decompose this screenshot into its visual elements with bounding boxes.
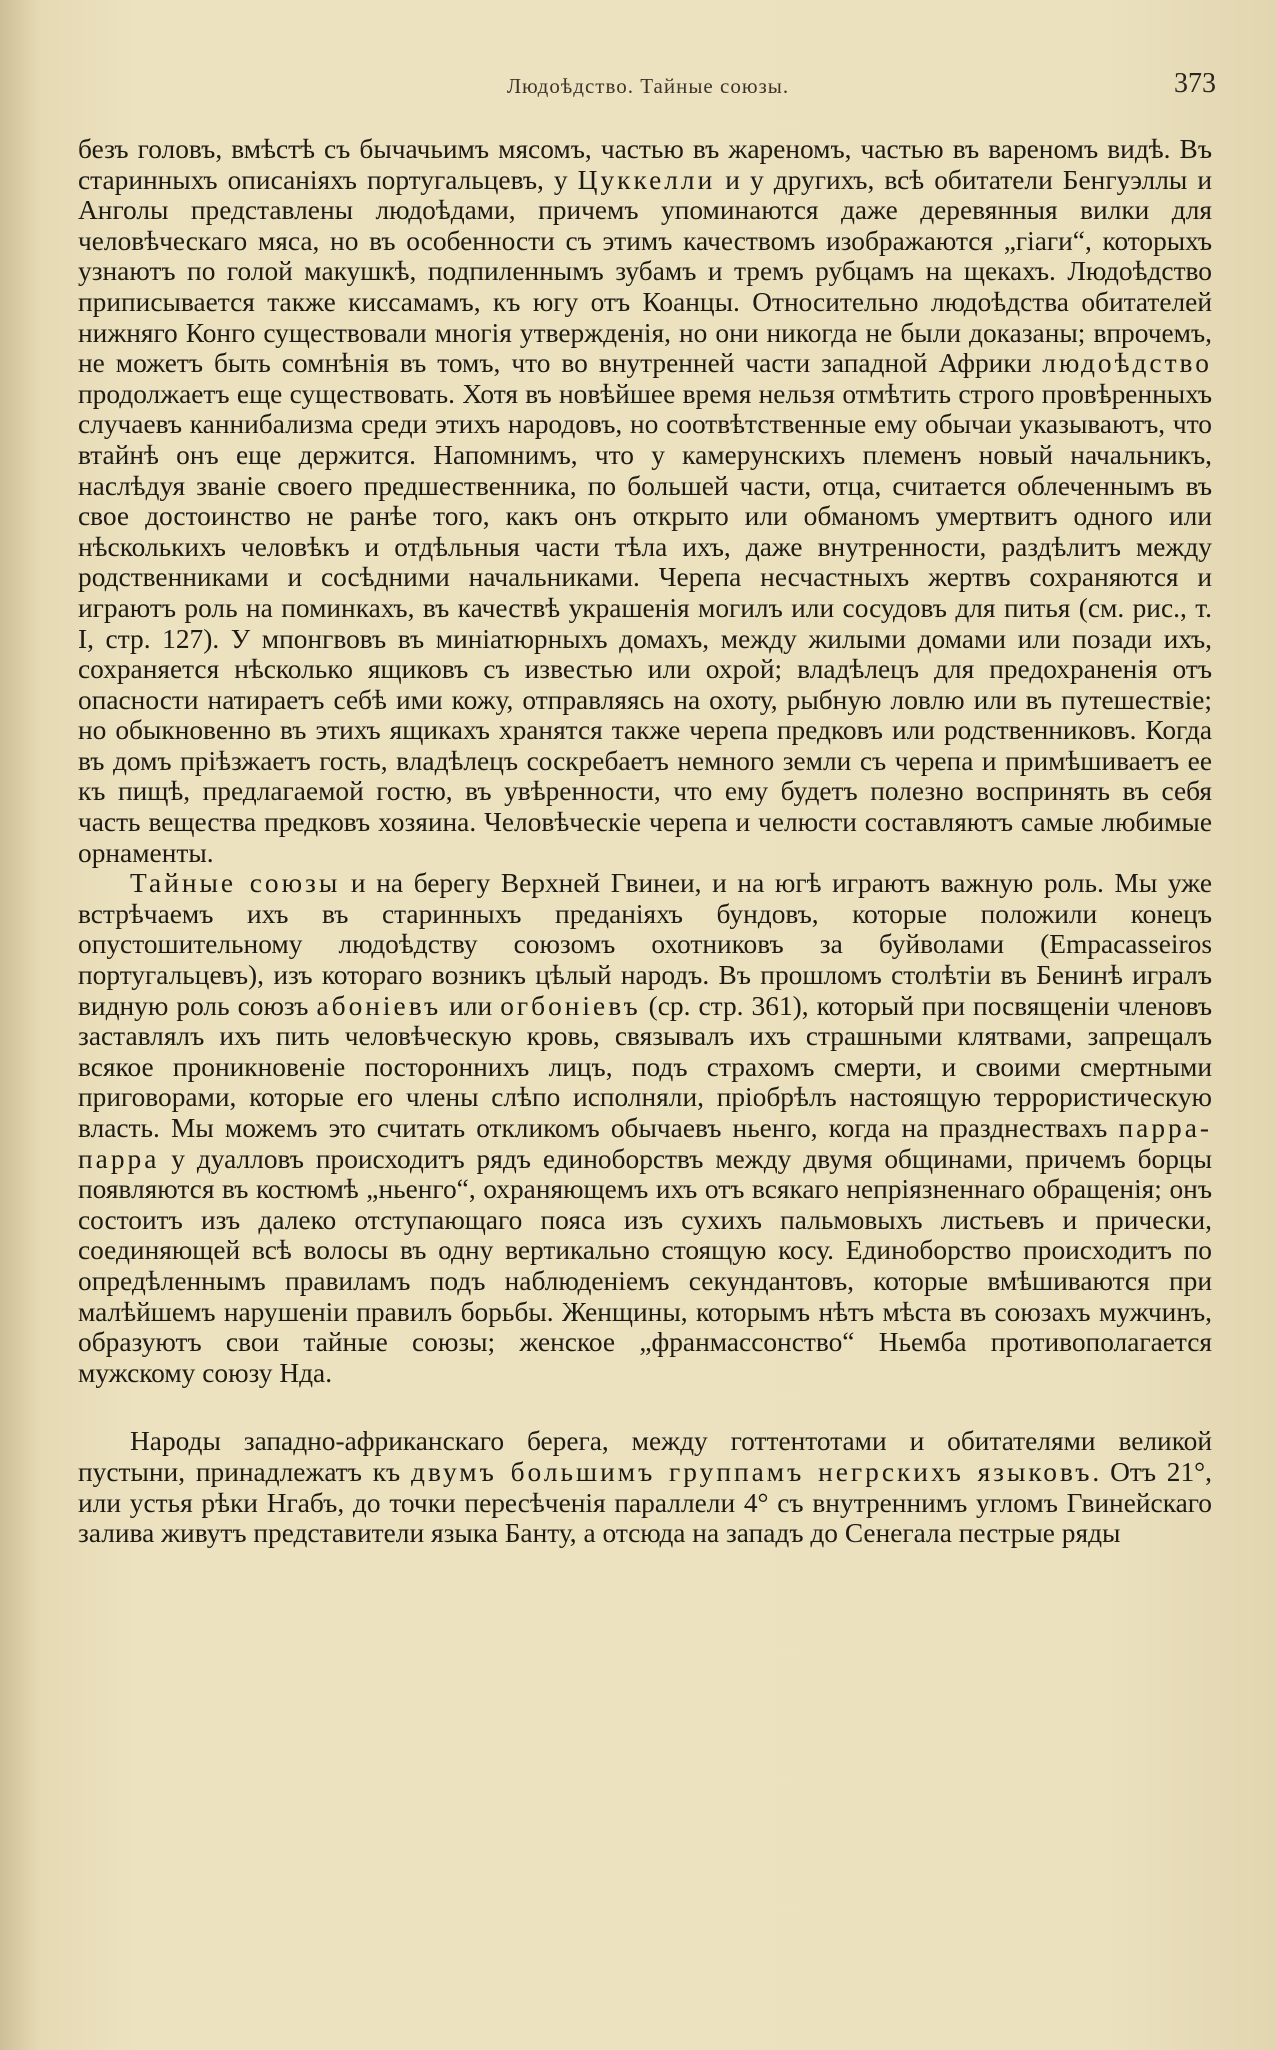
- text-run: и на берегу Верхней Гвинеи, и на югѣ играютъ важную роль. Мы уже встрѣчаемъ ихъ въ старинныхъ преданіяхъ бундовъ, которые положили конецъ опустошительному людоѣдству союзомъ охотниковъ за буйволами (Empacasseiros португальцевъ), изъ котораго возникъ цѣлый народъ. Въ прошломъ столѣтіи въ Бенинѣ игралъ видную роль союзъ: [78, 868, 1212, 1021]
- text-run: . Отъ 21°, или устья рѣки Нгабъ, до точки пересѣченія параллели 4° съ внутреннимъ угломъ Гвинейскаго залива живутъ представители языка Банту, а отсюда на западъ до Сенегала пестрые ряды: [78, 1456, 1212, 1549]
- text-run: безъ головъ, вмѣстѣ съ бычачьимъ мясомъ, частью въ жареномъ, частью въ вареномъ видѣ. Въ старинныхъ описаніяхъ португальцевъ, у: [78, 134, 1212, 195]
- text-run: Народы западно-африканскаго берега, между готтентотами и обитателями великой пустыни, принадлежатъ къ: [78, 1426, 1212, 1487]
- text-run: (ср. стр. 361), который при посвященіи членовъ заставлялъ ихъ пить человѣческую кровь, связывалъ ихъ страшными клятвами, запрещалъ всякое проникновеніе постороннихъ лицъ, подъ страхомъ смерти, и своими смертными приговорами, которые его члены слѣпо исполняли, пріобрѣлъ настоящую террористическую власть. Мы можемъ это считать откликомъ обычаевъ ньенго, когда на празднествахъ: [78, 990, 1212, 1143]
- body-text: [78, 134, 1212, 1549]
- spaced-emphasis-text: Цуккелли: [577, 164, 716, 195]
- page-number: 373: [1174, 68, 1216, 99]
- running-title: Людоѣдство. Тайные союзы.: [506, 74, 790, 98]
- spaced-emphasis-text: огбоніевъ: [500, 990, 641, 1021]
- text-run: или: [441, 990, 501, 1021]
- page-header: [80, 66, 1216, 106]
- spaced-emphasis-text: абоніевъ: [316, 990, 442, 1021]
- paragraph: [78, 134, 1212, 868]
- text-run: и у другихъ, всѣ обитатели Бенгуэллы и Анголы представлены людоѣдами, причемъ упоминаются даже деревянныя вилки для человѣческаго мяса, но въ особенности съ этимъ качествомъ изображаются „гіаги“, которыхъ узнаютъ по голой макушкѣ, подпиленнымъ зубамъ и тремъ рубцамъ на щекахъ. Людоѣдство приписывается также киссамамъ, къ югу отъ Коанцы. Относительно людоѣдства обитателей нижняго Конго существовали многія утвержденія, но они никогда не были доказаны; впрочемъ, не можетъ быть сомнѣнія въ томъ, что во внутренней части западной Африки: [78, 164, 1212, 379]
- spaced-emphasis-text: Тайные союзы: [130, 868, 341, 899]
- text-run: у дуалловъ происходитъ рядъ единоборствъ между двумя общинами, причемъ борцы появляются въ костюмѣ „ньенго“, охраняющемъ ихъ отъ всякаго непріязненнаго обращенія; онъ состоитъ изъ далеко отступающаго пояса изъ сухихъ пальмовыхъ листьевъ и прически, соединяющей всѣ волосы въ одну вертикально стоящую косу. Единоборство происходитъ по опредѣленнымъ правиламъ подъ наблюденіемъ секундантовъ, которые вмѣшиваются при малѣйшемъ нарушеніи правилъ борьбы. Женщины, которымъ нѣтъ мѣста въ союзахъ мужчинъ, образуютъ свои тайные союзы; женское „франмассонство“ Ньемба противополагается мужскому союзу Нда.: [78, 1143, 1212, 1388]
- paragraph: [78, 868, 1212, 1388]
- spaced-emphasis-text: людоѣдство: [1042, 348, 1212, 379]
- spaced-emphasis-text: парра-парра: [78, 1113, 1212, 1174]
- spaced-emphasis-text: двумъ большимъ группамъ негрскихъ языковъ: [411, 1456, 1093, 1487]
- paragraph: [78, 1426, 1212, 1548]
- text-run: продолжаетъ еще существовать. Хотя въ новѣйшее время нельзя отмѣтить строго провѣренныхъ случаевъ каннибализма среди этихъ народовъ, но соотвѣтственные ему обычаи указываютъ, что втайнѣ онъ еще держится. Напомнимъ, что у камерунскихъ племенъ новый начальникъ, наслѣдуя званіе своего предшественника, по большей части, отца, считается облеченнымъ въ свое достоинство не ранѣе того, какъ онъ открыто или обманомъ умертвитъ одного или нѣсколькихъ человѣкъ и отдѣльныя части тѣла ихъ, даже внутренности, раздѣлитъ между родственниками и сосѣдними начальниками. Черепа несчастныхъ жертвъ сохраняются и играютъ роль на поминкахъ, въ качествѣ украшенія могилъ или сосудовъ для питья (см. рис., т. I, стр. 127). У мпонгвовъ въ миніатюрныхъ домахъ, между жилыми домами или позади ихъ, сохраняется нѣсколько ящиковъ съ известью или охрой; владѣлецъ для предохраненія отъ опасности натираетъ себѣ ими кожу, отправляясь на охоту, рыбную ловлю или въ путешествіе; но обыкновенно въ этихъ ящикахъ хранятся также черепа предковъ или родственниковъ. Когда въ домъ пріѣзжаетъ гость, владѣлецъ соскребаетъ немного земли съ черепа и примѣшиваетъ ее къ пищѣ, предлагаемой гостю, въ увѣренности, что ему будетъ полезно воспринять въ себя часть вещества предковъ хозяина. Человѣческіе черепа и челюсти составляютъ самые любимые орнаменты.: [78, 378, 1212, 868]
